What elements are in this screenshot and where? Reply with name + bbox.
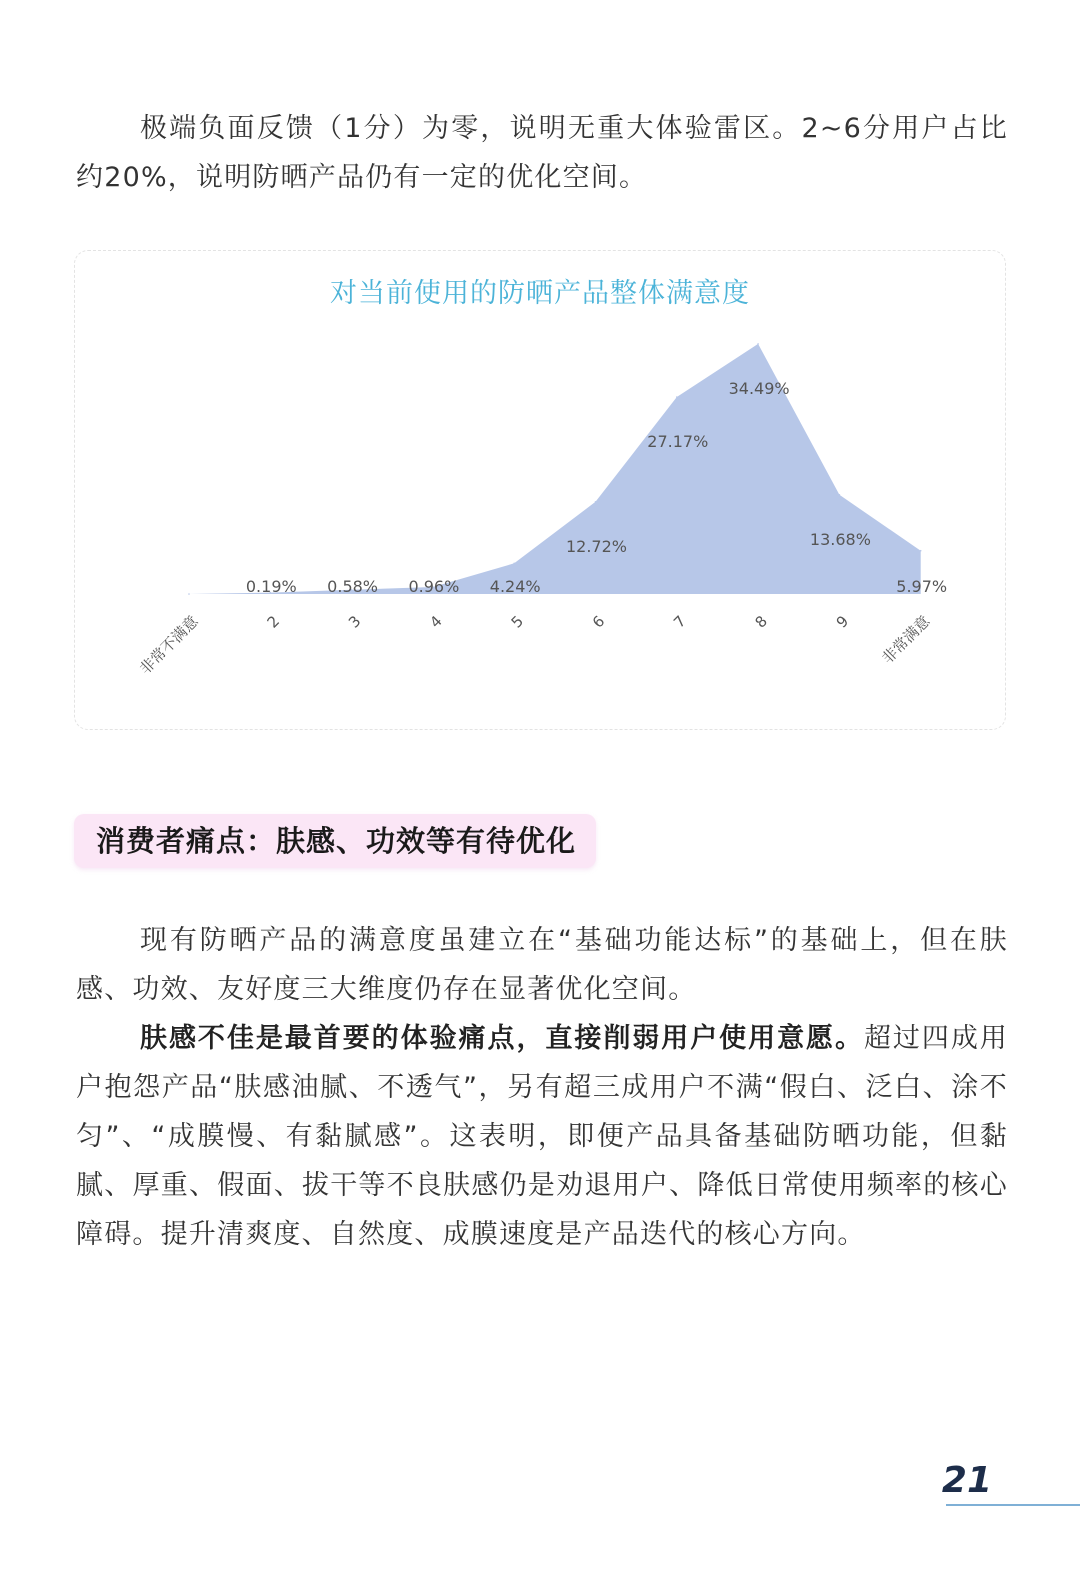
data-point-1 — [188, 593, 190, 595]
intro-paragraph: 极端负面反馈（1分）为零，说明无重大体验雷区。2~6分用户占比约20%，说明防晒产品仍有一定的优化空间。 — [76, 113, 1008, 193]
body-paragraph-2-text: 超过四成用户抱怨产品“肤感油腻、不透气”，另有超三成用户不满“假白、泛白、涂不匀”、“成膜慢、有黏腻感”。这表明，即便产品具备基础防晒功能，但黏腻、厚重、假面、拔干等不良肤感仍是劝退用户、降低日常使用频率的核心障碍。提升清爽度、自然度、成膜速度是产品迭代的核心方向。 — [76, 1023, 1009, 1250]
data-point-5 — [513, 563, 515, 565]
data-point-8 — [757, 343, 759, 345]
data-point-9 — [839, 494, 841, 496]
page-number-rule — [946, 1504, 1080, 1506]
x-tick-label-9: 9 — [832, 612, 853, 632]
x-tick-label-2: 2 — [263, 612, 284, 632]
data-point-6 — [595, 501, 597, 503]
data-point-10 — [920, 550, 922, 552]
section-heading: 消费者痛点：肤感、功效等有待优化 — [74, 814, 596, 868]
x-tick-label-3: 3 — [344, 612, 365, 632]
data-label-6: 12.72% — [565, 536, 628, 556]
data-label-2: 0.19% — [245, 577, 297, 596]
data-label-10: 5.97% — [896, 577, 948, 596]
satisfaction-chart-card — [74, 250, 1006, 730]
x-tick-label-1: 非常不满意 — [136, 612, 202, 678]
data-label-9: 13.68% — [809, 529, 871, 549]
page-number: 21 — [941, 1460, 992, 1501]
data-label-3: 0.58% — [327, 577, 379, 596]
data-label-8: 34.49% — [728, 378, 790, 398]
x-tick-label-7: 7 — [670, 612, 690, 632]
x-tick-label-6: 6 — [588, 612, 609, 632]
area-series — [189, 344, 921, 594]
data-label-4: 0.96% — [408, 577, 460, 596]
x-tick-label-4: 4 — [426, 612, 446, 632]
x-tick-label-5: 5 — [507, 612, 528, 632]
body-paragraph-2 — [76, 1014, 1008, 1259]
x-tick-label-8: 8 — [751, 612, 771, 632]
chart-title: 对当前使用的防晒产品整体满意度 — [330, 278, 750, 309]
data-label-5: 4.24% — [489, 577, 541, 596]
body-paragraph-1: 现有防晒产品的满意度虽建立在“基础功能达标”的基础上，但在肤感、功效、友好度三大维度仍存在显著优化空间。 — [76, 925, 1008, 1005]
data-label-7: 27.17% — [647, 432, 709, 451]
satisfaction-area-chart — [75, 251, 1007, 731]
data-point-7 — [676, 396, 678, 398]
x-tick-label-10: 非常满意 — [878, 612, 934, 668]
body-paragraph-2-emphasis: 肤感不佳是最首要的体验痛点，直接削弱用户使用意愿。 — [140, 1023, 864, 1054]
